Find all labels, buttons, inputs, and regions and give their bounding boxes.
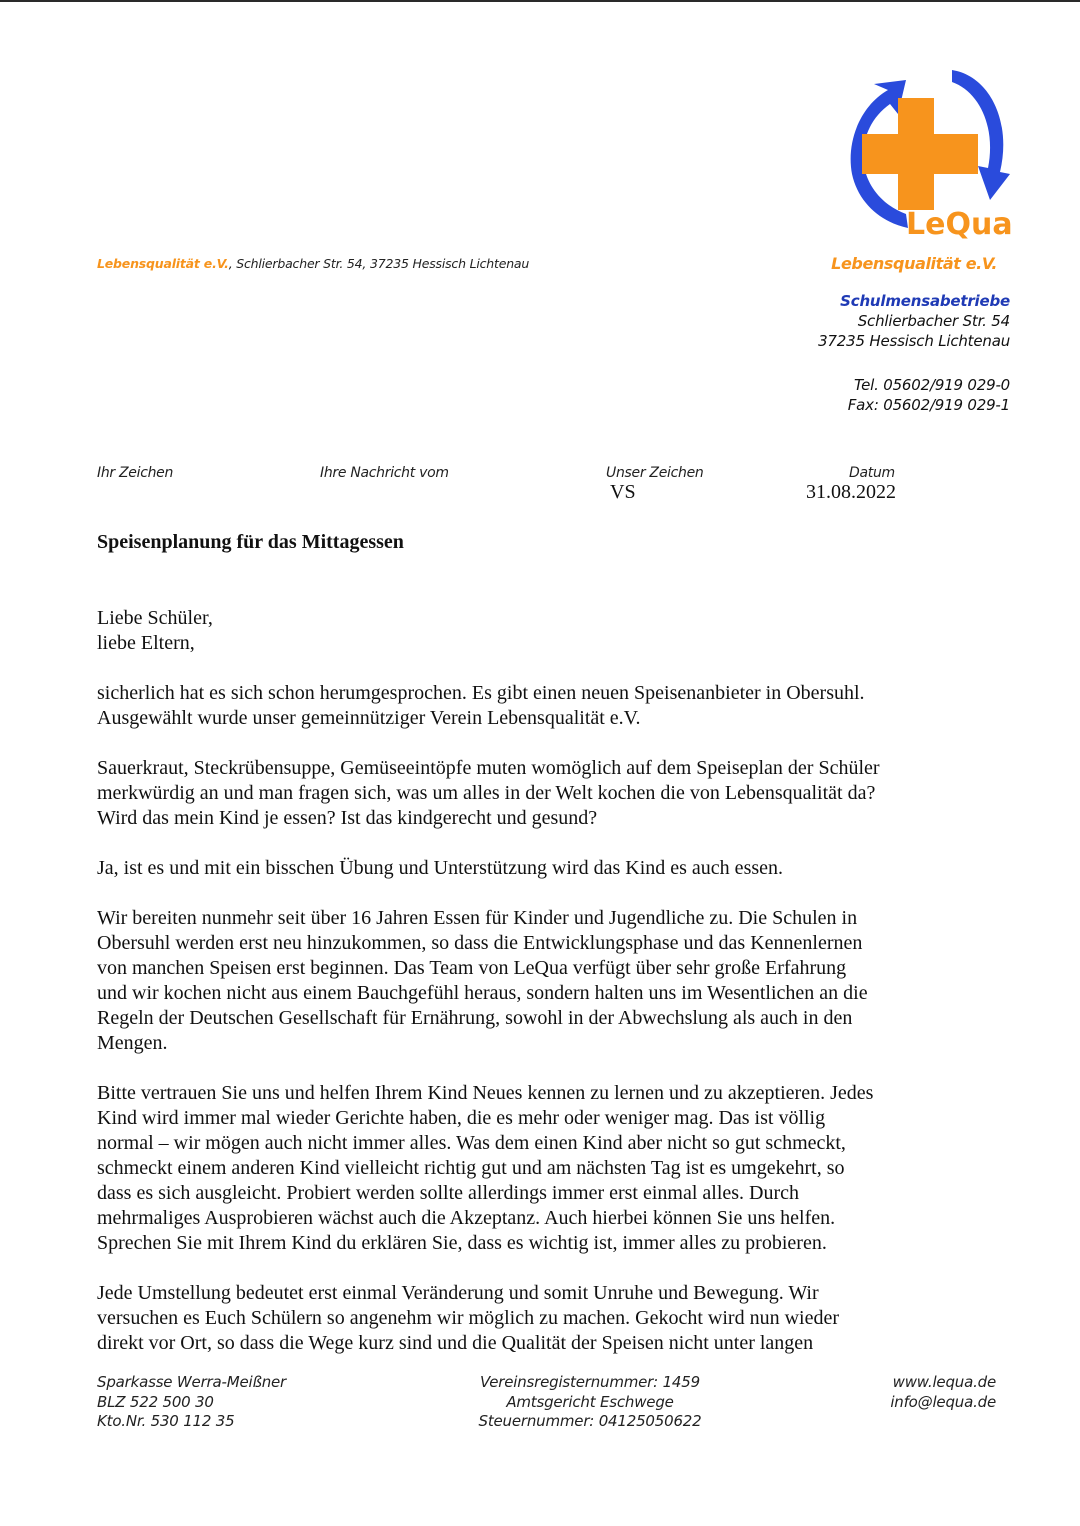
footer-blz: BLZ 522 500 30 [97,1392,214,1411]
letterhead-dept: Schulmensabetriebe [840,292,1010,310]
paragraph-line: Ja, ist es und mit ein bisschen Übung und Unterstützung wird das Kind es auch essen. [97,857,784,879]
ihr-zeichen-label: Ihr Zeichen [97,465,174,481]
paragraph-line: Sauerkraut, Steckrübensuppe, Gemüseeintöpfe muten womöglich auf dem Speiseplan der Schüler [97,757,880,779]
paragraph-line: Regeln der Deutschen Gesellschaft für Ernährung, sowohl in der Abwechslung als auch in den [97,1007,853,1029]
paragraph [97,681,957,731]
paragraph [97,906,957,1056]
svg-text:LeQua: LeQua [906,207,1013,242]
ihre-nachricht-label: Ihre Nachricht vom [320,465,449,481]
paragraph-line: Ausgewählt wurde unser gemeinnütziger Verein Lebensqualität e.V. [97,707,641,729]
footer-account: Kto.Nr. 530 112 35 [97,1412,235,1430]
paragraph-line: und wir kochen nicht aus einem Bauchgefühl heraus, sondern halten uns im Wesentlichen an die [97,982,868,1004]
paragraph-line: Wird das mein Kind je essen? Ist das kindgerecht und gesund? [97,807,598,829]
salutation-line: liebe Eltern, [97,632,195,654]
datum-label: Datum [849,465,895,481]
paragraph-line: versuchen es Euch Schülern so angenehm wir möglich zu machen. Gekocht wird nun wieder [97,1307,839,1329]
letterhead-city: 37235 Hessisch Lichtenau [818,332,1010,350]
salutation [97,606,957,656]
top-border [0,0,1080,2]
unser-zeichen-label: Unser Zeichen [606,465,704,481]
paragraph-line: Mengen. [97,1032,168,1054]
footer-bank [97,1373,286,1432]
paragraph-line: merkwürdig an und man fragen sich, was um alles in der Welt kochen die von Lebensqualität da? [97,782,876,804]
footer-email: info@lequa.de [890,1392,996,1411]
paragraph-line: von manchen Speisen erst beginnen. Das Team von LeQua verfügt über sehr große Erfahrung [97,957,847,979]
paragraph-line: Kind wird immer mal wieder Gerichte haben, die es mehr oder weniger mag. Das ist völlig [97,1107,826,1129]
footer-registry [470,1373,710,1432]
letter-subject: Speisenplanung für das Mittagessen [97,531,404,553]
salutation-line: Liebe Schüler, [97,607,213,629]
footer-website: www.lequa.de [892,1373,996,1391]
letterhead-tel: Tel. 05602/919 029-0 [854,376,1010,394]
paragraph-line: Jede Umstellung bedeutet erst einmal Veränderung und somit Unruhe und Bewegung. Wir [97,1282,819,1304]
paragraph-line: normal – wir mögen auch nicht immer alles. Was dem einen Kind aber nicht so gut schmeckt, [97,1132,846,1154]
footer-contact [860,1373,996,1412]
logo-graphic [840,62,1016,242]
footer-tax-number: Steuernummer: 04125050622 [478,1412,702,1430]
paragraph-line: sicherlich hat es sich schon herumgesprochen. Es gibt einen neuen Speisenanbieter in Obersuhl. [97,682,865,704]
paragraph-line: Wir bereiten nunmehr seit über 16 Jahren Essen für Kinder und Jugendliche zu. Die Schulen in [97,907,858,929]
unser-zeichen-value: VS [610,481,636,503]
letterhead-org: Lebensqualität e.V. [831,254,997,273]
paragraph [97,1281,957,1356]
paragraph-line: Sprechen Sie mit Ihrem Kind du erklären Sie, dass es wichtig ist, immer alles zu probieren. [97,1232,827,1254]
paragraph-line: Obersuhl werden erst neu hinzukommen, so dass die Entwicklungsphase und das Kennenlernen [97,932,863,954]
footer-bank-name: Sparkasse Werra-Meißner [97,1373,286,1391]
letter-body [97,606,957,1381]
sender-address: , Schlierbacher Str. 54, 37235 Hessisch Lichtenau [228,256,530,271]
paragraph [97,1081,957,1256]
lequa-logo [840,62,1016,242]
paragraph [97,856,957,881]
paragraph-line: dass es sich ausgleicht. Probiert werden sollte allerdings immer erst einmal alles. Durch [97,1182,800,1204]
paragraph-line: mehrmaliges Ausprobieren wächst auch die Akzeptanz. Auch hierbei können Sie uns helfen. [97,1207,836,1229]
paragraph-line: direkt vor Ort, so dass die Wege kurz sind und die Qualität der Speisen nicht unter langen [97,1332,814,1354]
datum-value: 31.08.2022 [806,481,896,503]
sender-line [97,256,529,271]
footer-court: Amtsgericht Eschwege [506,1392,674,1411]
letterhead-street: Schlierbacher Str. 54 [857,312,1010,330]
paragraph-line: Bitte vertrauen Sie uns und helfen Ihrem Kind Neues kennen zu lernen und zu akzeptieren. Jedes [97,1082,874,1104]
paragraph [97,756,957,831]
paragraph-line: schmeckt einem anderen Kind vielleicht richtig gut und am nächsten Tag ist es umgekehrt, so [97,1157,845,1179]
sender-org: Lebensqualität e.V. [97,256,229,271]
footer-registry-number: Vereinsregisternummer: 1459 [480,1373,700,1391]
letterhead-fax: Fax: 05602/919 029-1 [847,396,1010,414]
